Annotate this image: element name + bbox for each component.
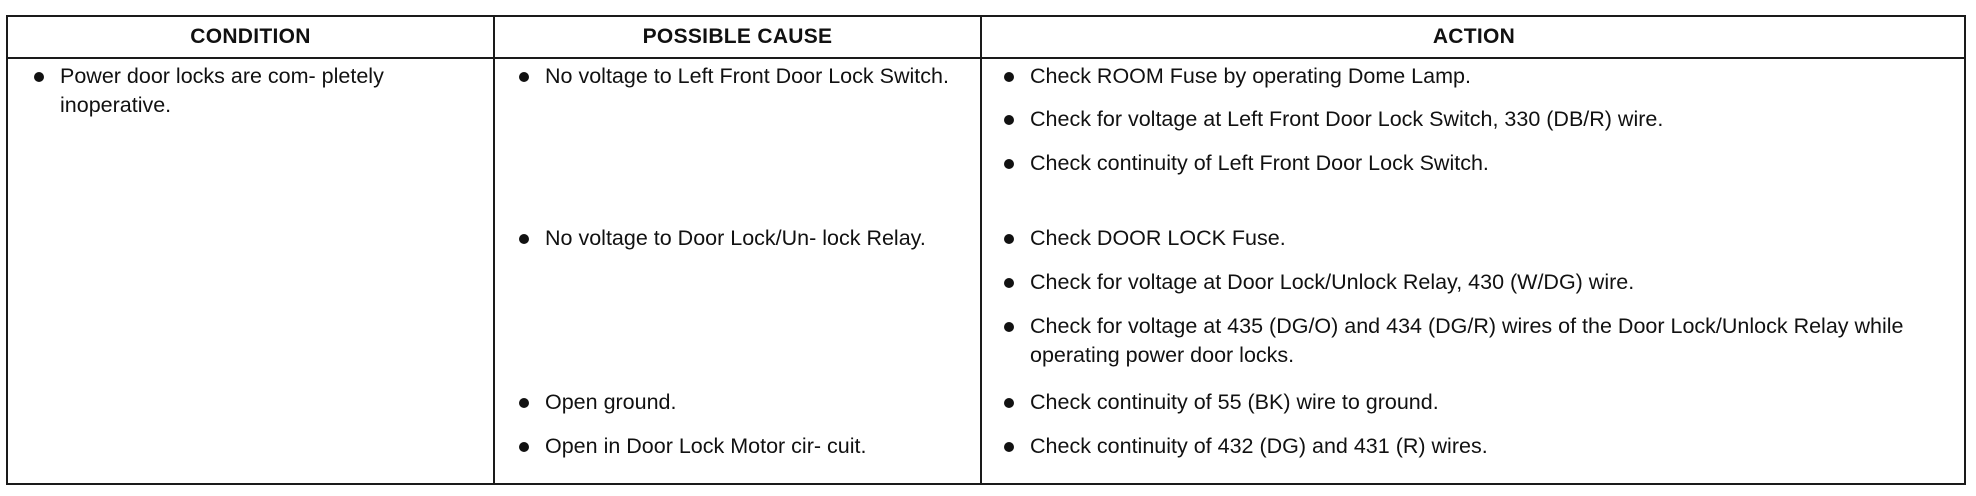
bullet-icon — [1004, 115, 1014, 125]
column-divider — [980, 17, 982, 483]
action-text: Check continuity of Left Front Door Lock Switch. — [1030, 151, 1489, 175]
bullet-icon — [519, 72, 529, 82]
list-item — [513, 432, 963, 461]
action-text: Check continuity of 55 (BK) wire to ground. — [1030, 390, 1439, 414]
header-action: ACTION — [1432, 25, 1516, 48]
action-text: Check for voltage at Left Front Door Lock Switch, 330 (DB/R) wire. — [1030, 107, 1664, 131]
bullet-icon — [1004, 72, 1014, 82]
list-item — [998, 312, 1958, 370]
diagnosis-table — [6, 15, 1966, 485]
table-header-row — [8, 17, 1964, 59]
list-item — [998, 149, 1958, 178]
list-item — [998, 388, 1958, 417]
bullet-icon — [1004, 159, 1014, 169]
list-item — [28, 62, 428, 120]
cause-text: Open ground. — [545, 390, 677, 414]
header-possible-cause: POSSIBLE CAUSE — [642, 25, 833, 48]
cause-text: No voltage to Door Lock/Un- lock Relay. — [545, 226, 926, 250]
bullet-icon — [1004, 322, 1014, 332]
list-item — [513, 388, 963, 417]
bullet-icon — [1004, 234, 1014, 244]
action-text: Check ROOM Fuse by operating Dome Lamp. — [1030, 64, 1471, 88]
list-item — [513, 62, 963, 91]
list-item — [998, 224, 1958, 253]
bullet-icon — [1004, 398, 1014, 408]
action-text: Check for voltage at Door Lock/Unlock Relay, 430 (W/DG) wire. — [1030, 270, 1635, 294]
bullet-icon — [34, 72, 44, 82]
list-item — [998, 268, 1958, 297]
bullet-icon — [519, 234, 529, 244]
cause-text: Open in Door Lock Motor cir- cuit. — [545, 434, 867, 458]
list-item — [513, 224, 963, 253]
condition-text: Power door locks are com- pletely inoperative. — [60, 64, 384, 117]
column-divider — [493, 17, 495, 483]
action-text: Check DOOR LOCK Fuse. — [1030, 226, 1286, 250]
bullet-icon — [1004, 278, 1014, 288]
list-item — [998, 105, 1958, 134]
header-condition: CONDITION — [190, 25, 311, 48]
list-item — [998, 432, 1958, 461]
action-text: Check for voltage at 435 (DG/O) and 434 (DG/R) wires of the Door Lock/Unlock Relay while operating power door locks. — [1030, 314, 1904, 367]
bullet-icon — [519, 442, 529, 452]
action-text: Check continuity of 432 (DG) and 431 (R) wires. — [1030, 434, 1488, 458]
list-item — [998, 62, 1958, 91]
cause-text: No voltage to Left Front Door Lock Switch. — [545, 64, 949, 88]
bullet-icon — [519, 398, 529, 408]
bullet-icon — [1004, 442, 1014, 452]
